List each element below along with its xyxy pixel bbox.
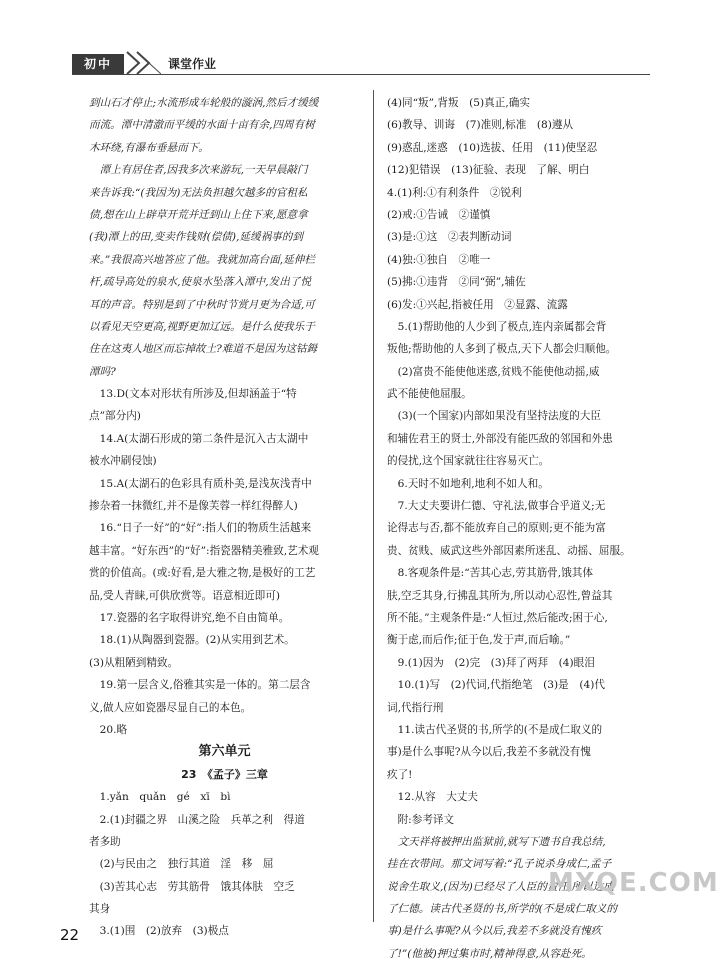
text-line: 点”部分内) (89, 410, 141, 423)
text-line: 肤,空乏其身,行拂乱其所为,所以动心忍性,曾益其 (387, 589, 613, 602)
text-line: 说舍生取义,(因为)已经尽了人臣的责任,所以达成 (387, 880, 614, 893)
text-line: (2)戒:①告诫 ②谨慎 (387, 208, 491, 221)
double-chevron-icon (125, 50, 161, 76)
text-line: 木环绕,有瀑布垂悬而下。 (89, 141, 209, 154)
left-column (89, 92, 360, 943)
text-line: 衡于虑,而后作;征于色,发于声,而后喻。” (387, 634, 571, 647)
text-line: 7.大丈夫要讲仁德、守礼法,做事合乎道义;无 (387, 500, 606, 513)
watermark-logo: MXQE.COM (548, 868, 719, 898)
text-line: 到山石才停止;水流形成车轮般的漩涡,然后才缓缓 (89, 97, 319, 109)
text-line: 债,想在山上辟草开荒并迁到山上住下来,愿意拿 (89, 208, 308, 221)
text-line: 5.(1)帮助他的人少到了极点,连内亲属都会背 (387, 320, 607, 333)
text-line: 和辅佐君王的贤士,外部没有能匹敌的邻国和外患 (387, 432, 613, 445)
text-line: 其身 (89, 903, 111, 916)
column-divider (373, 90, 374, 922)
text-line: 者多助 (89, 835, 121, 848)
text-line: (3)是:①这 ②表判断动词 (387, 231, 512, 244)
text-line: 19.第一层含义,俗雅其实是一体的。第二层含 (89, 679, 311, 692)
text-line: 18.(1)从陶器到瓷器。(2)从实用到艺术。 (89, 634, 295, 647)
text-line: 潭吗? (89, 365, 116, 378)
text-line: 挂在衣带间。那文词写着:“孔子说杀身成仁,孟子 (387, 858, 612, 871)
text-line: 9.(1)因为 (2)完 (3)拜了两拜 (4)眼泪 (387, 656, 595, 669)
text-line: 潭上有居住者,因我多次来游玩,一天早晨敲门 (89, 164, 308, 177)
text-line: 文天祥将被押出监狱前,就写下遗书自我总结, (387, 835, 606, 848)
text-line: 15.A(太湖石的色彩具有质朴美,是浅灰浅青中 (89, 477, 312, 490)
text-line: (2)富贵不能使他迷惑,贫贱不能使他动摇,威 (387, 365, 600, 378)
text-line: 4.(1)利:①有利条件 ②锐利 (387, 186, 522, 199)
right-column (387, 92, 636, 965)
text-line: 越丰富。“好东西”的“好”:指瓷器精美雅致,艺术观 (89, 544, 319, 557)
text-line: (3)从粗陋到精致。 (89, 656, 179, 669)
text-line: (6)教导、训诲 (7)准则,标准 (8)遵从 (387, 119, 574, 132)
text-line: 被水冲刷侵蚀) (89, 455, 157, 468)
header-rule (72, 74, 650, 75)
text-line: 事)是什么事呢?从今以后,我差不多就没有愧 (387, 746, 591, 759)
text-line: 12.从容 大丈夫 (387, 791, 479, 804)
text-line: 8.客观条件是:“苦其心志,劳其筋骨,饿其体 (387, 567, 593, 580)
text-line: 所不能。”主观条件是:“人恒过,然后能改;困于心, (387, 611, 608, 624)
text-line: 耳的声音。特别是到了中秋时节赏月更为合适,可 (89, 298, 315, 311)
text-line: 了!”(他被)押过集市时,精神得意,从容赴死。 (387, 947, 592, 960)
text-line: (我)潭上的田,变卖作钱财(偿债),延缓祸事的到 (89, 231, 303, 244)
grade-badge: 初中 (72, 54, 124, 74)
unit-title: 第六单元 (198, 744, 251, 760)
text-line: 以看见天空更高,视野更加辽远。是什么使我乐于 (89, 320, 315, 333)
text-line: 来告诉我:“(我因为)无法负担越欠越多的官租私 (89, 186, 308, 199)
text-line: 疚了! (387, 768, 413, 781)
text-line: 6.天时不如地利,地利不如人和。 (387, 477, 549, 490)
text-line: 词,代指行刑 (387, 701, 444, 714)
text-line: 14.A(太湖石形成的第二条件是沉入古太湖中 (89, 432, 309, 445)
text-line: 13.D(文本对形状有所涉及,但却涵盖于“特 (89, 388, 297, 401)
text-line: 品,受人青睐,可供欣赏等。语意相近即可) (89, 589, 280, 602)
text-line: 1.yǎn quǎn gé xī bì (89, 791, 231, 804)
text-line: 11.读古代圣贤的书,所学的(不是成仁取义的 (387, 723, 603, 736)
lesson-title: 23 《孟子》三章 (181, 767, 268, 781)
text-line: 了仁德。读古代圣贤的书,所学的(不是成仁取义的 (387, 903, 617, 916)
text-line: (4)同“叛”,背叛 (5)真正,确实 (387, 97, 530, 109)
text-line: 杆,疏导高处的泉水,使泉水坠落入潭中,发出了悦 (89, 276, 311, 289)
text-line: 附:参考译文 (387, 813, 455, 826)
text-line: (6)发:①兴起,指被任用 ②显露、流露 (387, 298, 568, 311)
text-line: 武不能使他屈服。 (387, 388, 472, 401)
text-line: 来。”我很高兴地答应了他。我就加高台面,延伸栏 (89, 253, 315, 266)
text-line: 3.(1)围 (2)放弃 (3)极点 (89, 925, 229, 938)
text-line: 2.(1)封疆之界 山溪之险 兵革之利 得道 (89, 813, 305, 826)
text-line: 10.(1)写 (2)代词,代指绝笔 (3)是 (4)代 (387, 679, 605, 692)
text-line: 事)是什么事呢?从今以后,我差不多就没有愧疚 (387, 925, 602, 938)
text-line: 赏的价值高。(或:好看,是大雅之物,是极好的工艺 (89, 567, 316, 580)
text-line: (2)与民由之 独行其道 淫 移 屈 (89, 858, 274, 871)
page-header (72, 50, 650, 76)
text-line: 20.略 (89, 723, 128, 736)
text-line: 贵、贫贱、威武这些外部因素所迷乱、动摇、屈服。 (387, 544, 631, 557)
text-line: (4)独:①独自 ②唯一 (387, 253, 491, 266)
text-line: (9)惑乱,迷惑 (10)选拔、任用 (11)使坚忍 (387, 141, 598, 154)
text-line: 16.“日子一好”的“好”:指人们的物质生活越来 (89, 522, 312, 535)
text-line: 掺杂着一抹微红,并不是像芙蓉一样红得醉人) (89, 500, 298, 513)
text-line: 叛他;帮助他的人多到了极点,天下人都会归顺他。 (387, 343, 617, 356)
text-line: 论得志与否,都不能放弃自己的原则;更不能为富 (387, 522, 606, 535)
text-line: 的侵扰,这个国家就往往容易灭亡。 (387, 455, 550, 468)
text-line: (5)拂:①违背 ②同“弼”,辅佐 (387, 276, 526, 289)
text-line: (3)(一个国家)内部如果没有坚持法度的大臣 (387, 410, 601, 423)
text-line: (3)苦其心志 劳其筋骨 饿其体肤 空乏 (89, 880, 295, 893)
text-line: 义,做人应如瓷器尽显自己的本色。 (89, 701, 252, 714)
text-line: 17.瓷器的名字取得讲究,绝不自由简单。 (89, 611, 290, 624)
text-line: (12)犯错误 (13)征验、表现 了解、明白 (387, 164, 590, 177)
page-number: 22 (60, 926, 80, 944)
text-line: 而流。潭中清澈而平缓的水面十亩有余,四周有树 (89, 119, 315, 132)
text-line: 住在这夷人地区而忘掉故土?难道不是因为这钴鉧 (89, 343, 318, 356)
header-subtitle: 课堂作业 (168, 57, 217, 71)
